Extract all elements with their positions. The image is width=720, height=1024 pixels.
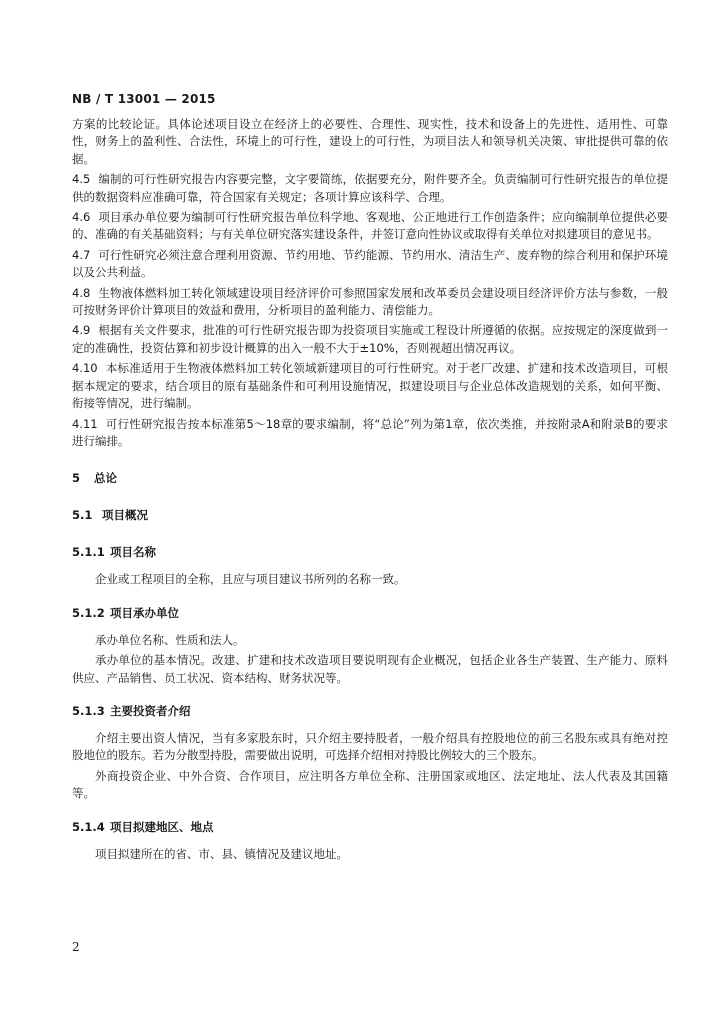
clause-number: 4.6	[72, 210, 91, 225]
section-5-1-3-paragraph-1: 介绍主要出资人情况，当有多家股东时，只介绍主要持股者，一般介绍具有控股地位的前三名股东或具有绝对控股地位的股东。若为分散型持股，需要做出说明，可选择介绍相对持股比例较大的三个股东。	[72, 730, 668, 763]
document-body	[72, 116, 668, 863]
clause-4-8	[72, 285, 668, 320]
section-5-1-2-paragraph-2: 承办单位的基本情况。改建、扩建和技术改造项目要说明现有企业概况，包括企业各生产装置、生产能力、原料供应、产品销售、员工状况、资本结构、财务状况等。	[72, 653, 668, 685]
clause-4-9	[72, 322, 668, 357]
clause-4-10	[72, 360, 668, 412]
section-5-1-2-paragraph-1: 承办单位名称、性质和法人。	[95, 632, 245, 647]
section-number: 5.1	[72, 508, 93, 523]
clause-number: 4.5	[72, 172, 91, 187]
clause-4-6	[72, 209, 668, 244]
page-number: 2	[72, 940, 80, 954]
section-5-1-1-heading	[72, 544, 668, 561]
section-5-1-3-heading	[72, 703, 668, 720]
section-5-1-4-heading	[72, 819, 668, 836]
section-5-1-4-paragraph: 项目拟建所在的省、市、县、镇情况及建议地址。	[95, 846, 348, 861]
clause-text: 生物液体燃料加工转化领域建设项目经济评价可参照国家发展和改革委员会建设项目经济评价方法与参数，一般可按财务评价计算项目的效益和费用，分析项目的盈利能力、清偿能力。	[72, 285, 668, 318]
clause-text: 可行性研究必须注意合理利用资源、节约用地、节约能源、节约用水、清洁生产、废弃物的综合利用和保护环境以及公共利益。	[72, 247, 668, 280]
clause-text: 根据有关文件要求，批准的可行性研究报告即为投资项目实施或工程设计所遵循的依据。应按规定的深度做到一定的准确性，投资估算和初步设计概算的出入一般不大于±10%，否则视超出情况再议。	[72, 323, 668, 355]
clause-text: 项目承办单位要为编制可行性研究报告单位科学地、客观地、公正地进行工作创造条件；应向编制单位提供必要的、准确的有关基础资料；与有关单位研究落实建设条件，并签订意向性协议或取得有关单位对拟建项目的意见书。	[72, 210, 668, 242]
clause-number: 4.9	[72, 323, 91, 338]
intro-paragraph: 方案的比较论证。具体论述项目设立在经济上的必要性、合理性、现实性，技术和设备上的先进性、适用性、可靠性，财务上的盈利性、合法性，环境上的可行性，建设上的可行性，为项目法人和领导机关决策、审批提供可靠的依据。	[72, 117, 668, 166]
clause-text: 编制的可行性研究报告内容要完整，文字要简练，依据要充分，附件要齐全。负责编制可行性研究报告的单位提供的数据资料应准确可靠，符合国家有关规定；各项计算应该科学、合理。	[72, 172, 668, 204]
section-number: 5.1.3	[72, 703, 105, 718]
section-number: 5	[72, 471, 81, 486]
section-title: 项目名称	[110, 545, 156, 560]
section-5-1-1-paragraph: 企业或工程项目的全称，且应与项目建议书所列的名称一致。	[95, 572, 406, 587]
section-title: 项目拟建地区、地点	[110, 819, 214, 834]
document-header: NB / T 13001 — 2015	[72, 92, 216, 106]
clause-text: 本标准适用于生物液体燃料加工转化领域新建项目的可行性研究。对于老厂改建、扩建和技术改造项目，可根据本规定的要求，结合项目的原有基础条件和可利用设施情况，拟建设项目与企业总体改造规划的关系，如何平衡、衔接等情况，进行编制。	[72, 361, 668, 411]
section-number: 5.1.1	[72, 545, 105, 560]
section-title: 总论	[94, 471, 117, 486]
clause-number: 4.11	[72, 416, 98, 431]
clause-4-5	[72, 171, 668, 206]
clause-number: 4.8	[72, 285, 91, 300]
section-5-1-3-paragraph-2: 外商投资企业、中外合资、合作项目，应注明各方单位全称、注册国家或地区、法定地址、法人代表及其国籍等。	[72, 768, 668, 801]
clause-4-7	[72, 247, 668, 282]
section-5-1-heading	[72, 507, 668, 524]
section-5-heading	[72, 470, 668, 487]
section-title: 项目概况	[102, 508, 148, 523]
clause-4-11	[72, 416, 668, 451]
section-number: 5.1.2	[72, 605, 105, 620]
section-5-1-2-heading	[72, 605, 668, 622]
section-title: 项目承办单位	[110, 605, 179, 620]
section-number: 5.1.4	[72, 819, 105, 834]
clause-number: 4.10	[72, 361, 98, 376]
clause-number: 4.7	[72, 247, 91, 262]
clause-text: 可行性研究报告按本标准第5～18章的要求编制，将“总论”列为第1章，依次类推，并按附录A和附录B的要求进行编排。	[72, 416, 668, 448]
section-title: 主要投资者介绍	[110, 703, 191, 718]
